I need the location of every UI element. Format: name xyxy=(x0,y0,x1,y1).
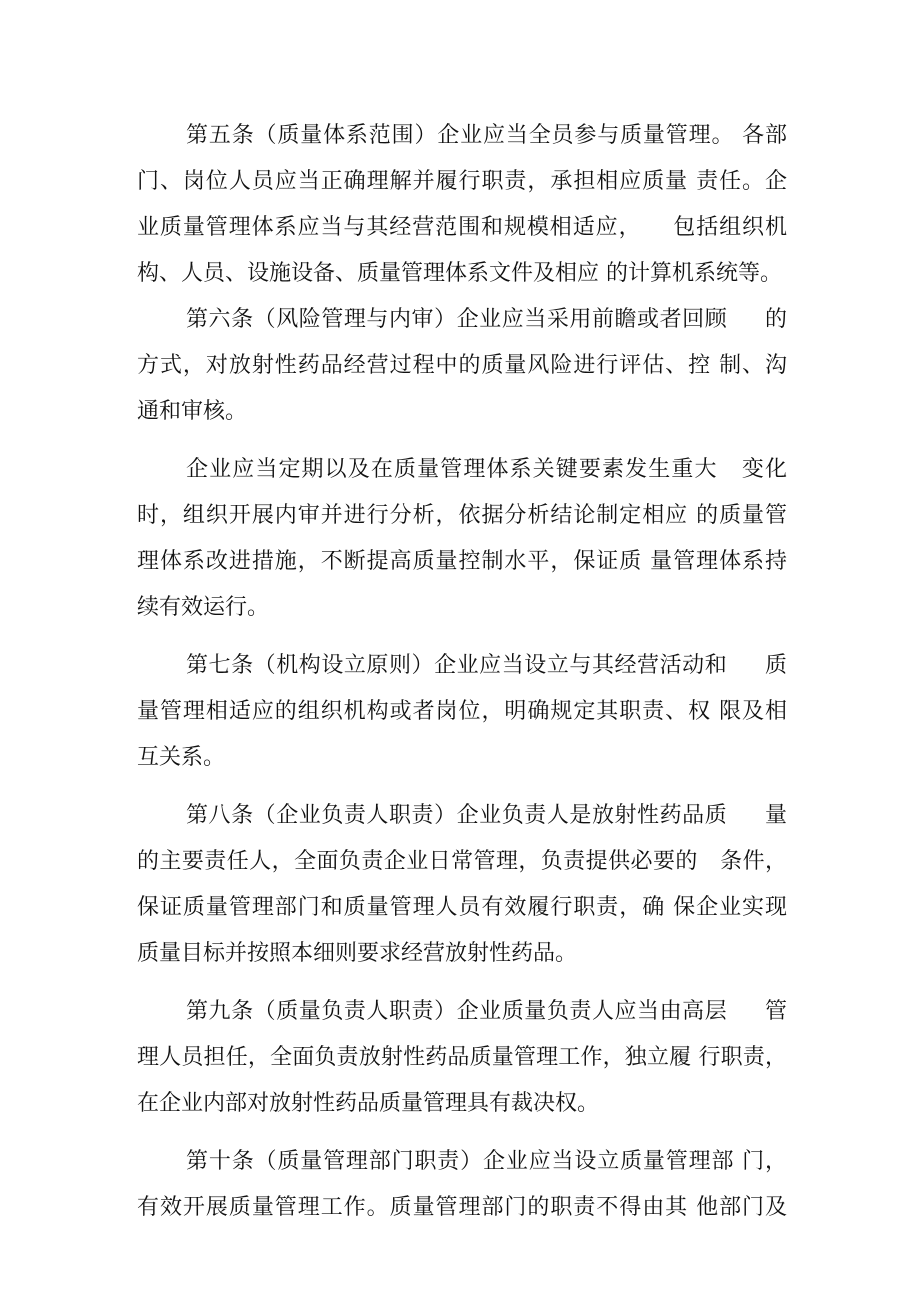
text-line: 第九条（质量负责人职责）企业质量负责人应当由高层 管 xyxy=(186,999,787,1024)
document-body xyxy=(137,113,787,1231)
text-line: 质量目标并按照本细则要求经营放射性药品。 xyxy=(137,941,578,966)
text-line: 第十条（质量管理部门职责）企业应当设立质量管理部 门， xyxy=(186,1149,787,1174)
paragraph-article-5 xyxy=(137,113,787,297)
text-line: 续有效运行。 xyxy=(137,595,270,620)
text-line: 通和审核。 xyxy=(137,399,248,424)
paragraph-internal-audit xyxy=(137,447,787,631)
text-line: 第五条（质量体系范围）企业应当全员参与质量管理。 各部 xyxy=(186,123,787,148)
text-line: 理体系改进措施，不断提高质量控制水平，保证质 量管理体系持 xyxy=(137,549,787,574)
text-line: 方式，对放射性药品经营过程中的质量风险进行评估、控 制、沟 xyxy=(137,353,787,378)
text-line: 理人员担任，全面负责放射性药品质量管理工作，独立履 行职责， xyxy=(137,1045,787,1070)
paragraph-article-7 xyxy=(137,643,787,781)
text-line: 企业应当定期以及在质量管理体系关键要素发生重大 变化 xyxy=(186,457,787,482)
text-line: 第七条（机构设立原则）企业应当设立与其经营活动和 质 xyxy=(186,653,787,678)
paragraph-article-10 xyxy=(137,1139,787,1231)
text-line: 互关系。 xyxy=(137,745,226,770)
text-line: 业质量管理体系应当与其经营范围和规模相适应， 包括组织机 xyxy=(137,215,787,240)
paragraph-article-6 xyxy=(137,297,787,435)
text-line: 第六条（风险管理与内审）企业应当采用前瞻或者回顾 的 xyxy=(186,307,787,332)
text-line: 的主要责任人，全面负责企业日常管理，负责提供必要的 条件， xyxy=(137,849,787,874)
text-line: 门、岗位人员应当正确理解并履行职责，承担相应质量 责任。企 xyxy=(137,169,787,194)
text-line: 量管理相适应的组织机构或者岗位，明确规定其职责、权 限及相 xyxy=(137,699,787,724)
text-line: 第八条（企业负责人职责）企业负责人是放射性药品质 量 xyxy=(186,803,787,828)
paragraph-article-9 xyxy=(137,989,787,1127)
text-line: 在企业内部对放射性药品质量管理具有裁决权。 xyxy=(137,1091,600,1116)
text-line: 构、人员、设施设备、质量管理体系文件及相应 的计算机系统等。 xyxy=(137,261,782,286)
paragraph-article-8 xyxy=(137,793,787,977)
text-line: 保证质量管理部门和质量管理人员有效履行职责，确 保企业实现 xyxy=(137,895,787,920)
text-line: 有效开展质量管理工作。质量管理部门的职责不得由其 他部门及 xyxy=(137,1195,787,1220)
text-line: 时，组织开展内审并进行分析，依据分析结论制定相应 的质量管 xyxy=(137,503,787,528)
